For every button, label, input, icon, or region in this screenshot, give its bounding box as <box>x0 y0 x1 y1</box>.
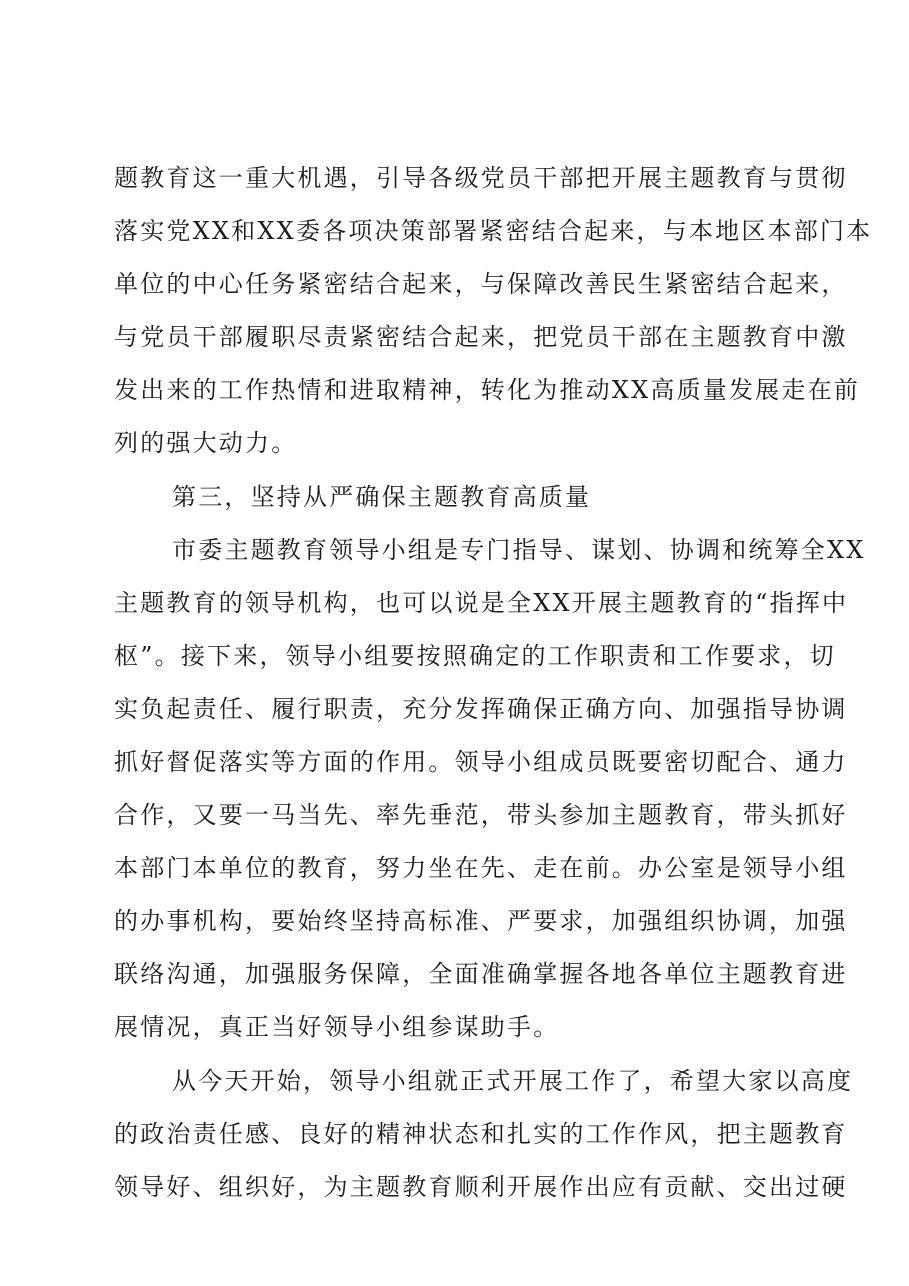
paragraph-first-line: 市委主题教育领导小组是专门指导、谋划、协调和统筹全XX <box>172 536 866 564</box>
text-line: 抓好督促落实等方面的作用。领导小组成员既要密切配合、通力 <box>114 748 848 776</box>
text-line: 展情况，真正当好领导小组参谋助手。 <box>114 1013 560 1041</box>
text-line: 枢”。接下来，领导小组要按照确定的工作职责和工作要求，切 <box>114 642 836 670</box>
text-line: 落实党XX和XX委各项决策部署紧密结合起来，与本地区本部门本 <box>114 217 873 245</box>
section-heading: 第三，坚持从严确保主题教育高质量 <box>172 483 592 511</box>
text-line: 与党员干部履职尽责紧密结合起来，把党员干部在主题教育中激 <box>114 323 848 351</box>
text-line: 题教育这一重大机遇，引导各级党员干部把开展主题教育与贯彻 <box>114 164 848 192</box>
text-line: 发出来的工作热情和进取精神，转化为推动XX高质量发展走在前 <box>114 376 860 404</box>
text-line: 联络沟通，加强服务保障，全面准确掌握各地各单位主题教育进 <box>114 960 848 988</box>
paragraph-first-line: 从今天开始，领导小组就正式开展工作了，希望大家以高度 <box>172 1067 854 1095</box>
text-line: 领导好、组织好，为主题教育顺利开展作出应有贡献、交出过硬 <box>114 1173 848 1201</box>
text-line: 列的强大动力。 <box>114 429 298 457</box>
text-line: 合作，又要一马当先、率先垂范，带头参加主题教育，带头抓好 <box>114 801 848 829</box>
text-line: 的办事机构，要始终坚持高标准、严要求，加强组织协调，加强 <box>114 907 848 935</box>
text-line: 的政治责任感、良好的精神状态和扎实的工作作风，把主题教育 <box>114 1120 848 1148</box>
text-line: 主题教育的领导机构，也可以说是全XX开展主题教育的“指挥中 <box>114 589 849 617</box>
text-line: 本部门本单位的教育，努力坐在先、走在前。办公室是领导小组 <box>114 854 848 882</box>
text-line: 实负起责任、履行职责，充分发挥确保正确方向、加强指导协调 <box>114 695 848 723</box>
text-line: 单位的中心任务紧密结合起来，与保障改善民生紧密结合起来， <box>114 270 848 298</box>
